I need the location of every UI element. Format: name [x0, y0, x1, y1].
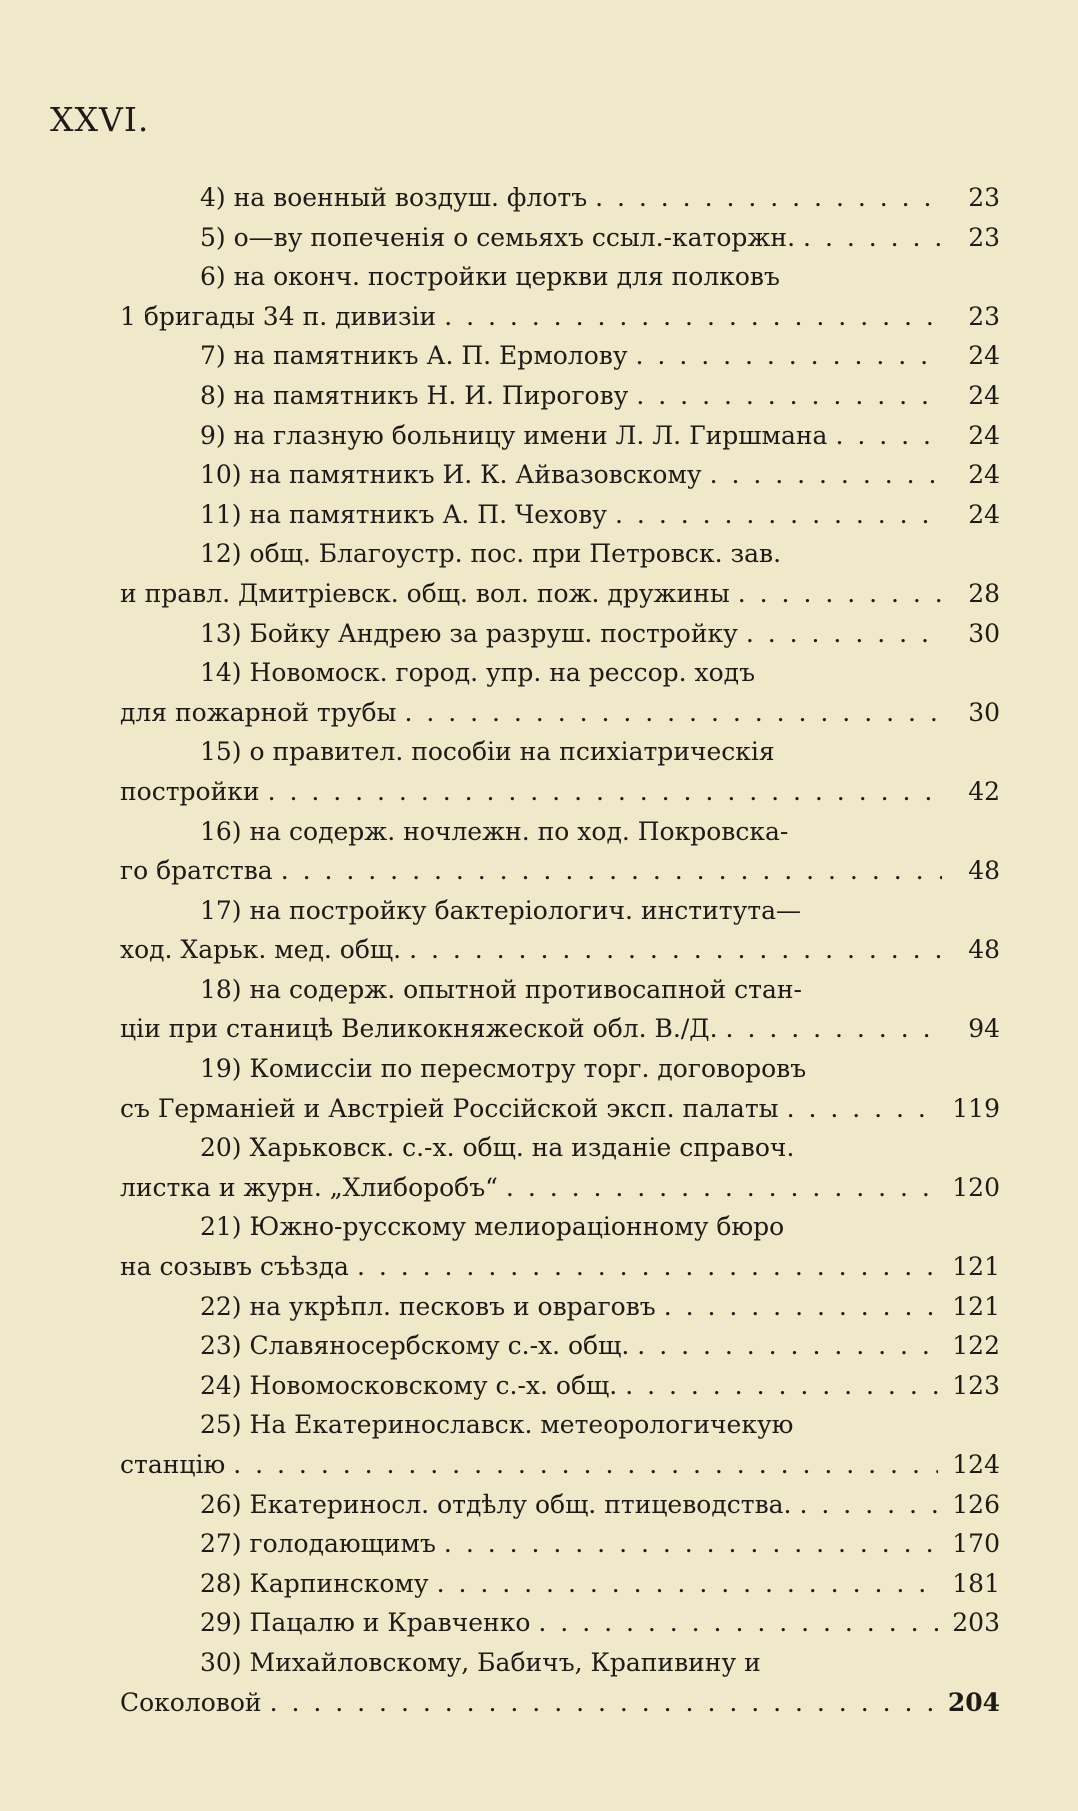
- toc-entry-line: [120, 495, 1000, 535]
- toc-entry-line: [120, 336, 1000, 376]
- toc-entry-text: 12) общ. Благоустр. пос. при Петровск. зав.: [200, 539, 782, 569]
- toc-page-number: 23: [968, 183, 1000, 212]
- toc-entry-line: [120, 732, 1000, 772]
- toc-entry-text: 27) голодающимъ: [200, 1529, 436, 1559]
- toc-entry-text: ход. Харьк. мед. общ.: [120, 935, 402, 965]
- toc-entry-line: [120, 1128, 1000, 1168]
- toc-entry-line: [120, 297, 1000, 337]
- toc-entry: [120, 257, 1000, 336]
- toc-entry-line: [120, 1445, 1000, 1485]
- toc-entry-text: 20) Харьковск. с.-х. общ. на изданіе справоч.: [200, 1133, 795, 1163]
- toc-entry: [120, 1564, 1000, 1604]
- toc-page-number: 121: [952, 1291, 1000, 1321]
- toc-entry: [120, 732, 1000, 811]
- toc-entry-line: [120, 1643, 1000, 1683]
- toc-entry-line: [120, 970, 1000, 1010]
- toc-entry-line: [120, 1405, 1000, 1445]
- toc-page-number: 24: [968, 341, 1000, 371]
- toc-entry-text: 21) Южно-русскому мелиораціонному бюро: [200, 1212, 785, 1242]
- toc-entry-text: го братства: [120, 856, 273, 886]
- toc-entry-text: 10) на памятникъ И. К. Айвазовскому: [200, 460, 702, 490]
- toc-entry-text: 17) на постройку бактеріологич. института—: [200, 895, 802, 925]
- toc-page-number: 30: [968, 697, 1000, 727]
- toc-entry: [120, 1207, 1000, 1286]
- toc-entry-text: Соколовой: [120, 1687, 262, 1717]
- toc-entry-line: [120, 614, 1000, 654]
- toc-entry: [120, 495, 1000, 535]
- toc-entry: [120, 1287, 1000, 1327]
- toc-entry-line: [120, 1524, 1000, 1564]
- toc-entry-text: 16) на содерж. ночлежн. по ход. Покровска-: [200, 816, 789, 846]
- toc-entry-text: съ Германіей и Австріей Россійской эксп. палаты: [120, 1093, 779, 1123]
- toc-entry-line: [120, 1247, 1000, 1287]
- toc-entry-line: [120, 1366, 1000, 1406]
- toc-entry-text: 7) на памятникъ А. П. Ермолову: [200, 341, 628, 371]
- toc-entry: [120, 1049, 1000, 1128]
- toc-entry-text: 22) на укрѣпл. песковъ и овраговъ: [200, 1291, 656, 1321]
- toc-entry-line: [120, 891, 1000, 931]
- toc-entry: [120, 812, 1000, 891]
- toc-entry-line: [120, 1326, 1000, 1366]
- toc-entry-text: 4) на военный воздуш. флотъ: [200, 183, 588, 212]
- toc-entry-text: 9) на глазную больницу имени Л. Л. Гиршмана: [200, 420, 828, 450]
- toc-entry: [120, 614, 1000, 654]
- toc-entry-line: [120, 1683, 1000, 1723]
- toc-entry-line: [120, 1485, 1000, 1525]
- toc-entry-line: [120, 574, 1000, 614]
- toc-entry-text: станцію: [120, 1450, 226, 1479]
- toc-page-number: 24: [968, 420, 1000, 450]
- toc-entry: [120, 1485, 1000, 1525]
- toc-entry: [120, 218, 1000, 258]
- toc-entry-line: [120, 1089, 1000, 1129]
- toc-page-number: 94: [968, 1014, 1000, 1044]
- toc-entry-line: [120, 1564, 1000, 1604]
- toc-entry: [120, 455, 1000, 495]
- toc-entry: [120, 534, 1000, 613]
- toc-entry-line: [120, 1009, 1000, 1049]
- toc-entry-line: [120, 416, 1000, 456]
- toc-entry-text: листка и журн. „Хлиборобъ“: [120, 1172, 498, 1202]
- toc-page-number: 42: [968, 776, 1000, 806]
- toc-entry-line: [120, 455, 1000, 495]
- toc-entry-text: 30) Михайловскому, Бабичъ, Крапивину и: [200, 1647, 761, 1677]
- toc-page-number: 48: [968, 856, 1000, 886]
- toc-page-number: 24: [968, 460, 1000, 490]
- toc-entry-text: 18) на содерж. опытной противосапной стан-: [200, 974, 803, 1004]
- toc-page-number: 30: [968, 618, 1000, 648]
- toc-page-number: 126: [952, 1489, 1000, 1519]
- toc-entry-line: [120, 1287, 1000, 1327]
- toc-page-number: 119: [952, 1093, 1000, 1123]
- toc-entry-line: [120, 1168, 1000, 1208]
- toc-page-number: 204: [947, 1687, 1000, 1717]
- toc-entry-line: [120, 376, 1000, 416]
- toc-entry: [120, 1603, 1000, 1643]
- toc-page-number: 120: [952, 1172, 1000, 1202]
- toc-entry-line: [120, 653, 1000, 693]
- toc-entry-text: 14) Новомоск. город. упр. на рессор. ходъ: [200, 658, 755, 688]
- toc-entry-line: [120, 851, 1000, 891]
- page-header-number: XXVI.: [50, 100, 150, 139]
- toc-entry: [120, 1524, 1000, 1564]
- toc-entry-text: 5) о—ву попеченія о семьяхъ ссыл.-каторжн.: [200, 222, 796, 252]
- toc-page-number: 123: [952, 1370, 1000, 1400]
- toc-entry: [120, 1366, 1000, 1406]
- toc-entry: [120, 178, 1000, 218]
- toc-entry-text: 19) Комиссіи по пересмотру торг. договоровъ: [200, 1054, 807, 1084]
- toc-page-number: 28: [968, 578, 1000, 608]
- toc-entry-text: 23) Славяносербскому с.-х. общ.: [200, 1331, 630, 1361]
- toc-entry-line: [120, 178, 1000, 218]
- toc-entry: [120, 891, 1000, 970]
- toc-entry: [120, 1128, 1000, 1207]
- toc-page-number: 48: [968, 935, 1000, 965]
- toc-entry-line: [120, 772, 1000, 812]
- toc-entry: [120, 376, 1000, 416]
- toc-entry-text: 29) Пацалю и Кравченко: [200, 1608, 531, 1638]
- toc-entry-line: [120, 1603, 1000, 1643]
- toc-entry-line: [120, 534, 1000, 574]
- toc-page-number: 170: [952, 1529, 1000, 1559]
- toc-entry-text: для пожарной трубы: [120, 697, 397, 727]
- toc-entry-line: [120, 693, 1000, 733]
- toc-page-number: 23: [968, 301, 1000, 331]
- toc-entry-line: [120, 1207, 1000, 1247]
- toc-page-number: 24: [968, 499, 1000, 529]
- toc-entry-line: [120, 218, 1000, 258]
- toc-entry-line: [120, 812, 1000, 852]
- toc-entry-text: 13) Бойку Андрею за разруш. постройку: [200, 618, 738, 648]
- toc-entry-text: 26) Екатериносл. отдѣлу общ. птицеводства.: [200, 1489, 792, 1519]
- table-of-contents: [120, 178, 1000, 1722]
- toc-entry-text: 15) о правител. пособіи на психіатрическія: [200, 737, 775, 767]
- toc-entry-text: 1 бригады 34 п. дивизіи: [120, 301, 437, 331]
- toc-entry: [120, 416, 1000, 456]
- toc-entry: [120, 653, 1000, 732]
- toc-entry-text: на созывъ съѣзда: [120, 1252, 349, 1282]
- toc-page-number: 122: [952, 1331, 1000, 1361]
- toc-page-number: 24: [968, 380, 1000, 410]
- toc-entry: [120, 1405, 1000, 1484]
- toc-entry-line: [120, 257, 1000, 297]
- toc-page-number: 181: [952, 1568, 1000, 1598]
- toc-entry-text: и правл. Дмитріевск. общ. вол. пож. дружины: [120, 578, 730, 608]
- toc-page-number: 124: [952, 1450, 1000, 1479]
- toc-entry-text: 6) на оконч. постройки церкви для полковъ: [200, 262, 780, 292]
- toc-entry-text: ціи при станицѣ Великокняжеской обл. В./Д.: [120, 1014, 718, 1044]
- toc-page-number: 23: [968, 222, 1000, 252]
- toc-entry: [120, 336, 1000, 376]
- toc-entry-text: 28) Карпинскому: [200, 1568, 429, 1598]
- toc-entry-text: 24) Новомосковскому с.-х. общ.: [200, 1370, 618, 1400]
- toc-page-number: 121: [952, 1252, 1000, 1282]
- toc-entry-line: [120, 1049, 1000, 1089]
- toc-entry-text: 11) на памятникъ А. П. Чехову: [200, 499, 608, 529]
- toc-entry: [120, 970, 1000, 1049]
- toc-entry: [120, 1643, 1000, 1722]
- toc-entry-text: 8) на памятникъ Н. И. Пирогову: [200, 380, 629, 410]
- toc-entry-text: постройки: [120, 776, 260, 806]
- toc-page-number: 203: [952, 1608, 1000, 1638]
- toc-entry: [120, 1326, 1000, 1366]
- toc-entry-line: [120, 930, 1000, 970]
- toc-entry-text: 25) На Екатеринославск. метеорологичекую: [200, 1410, 794, 1440]
